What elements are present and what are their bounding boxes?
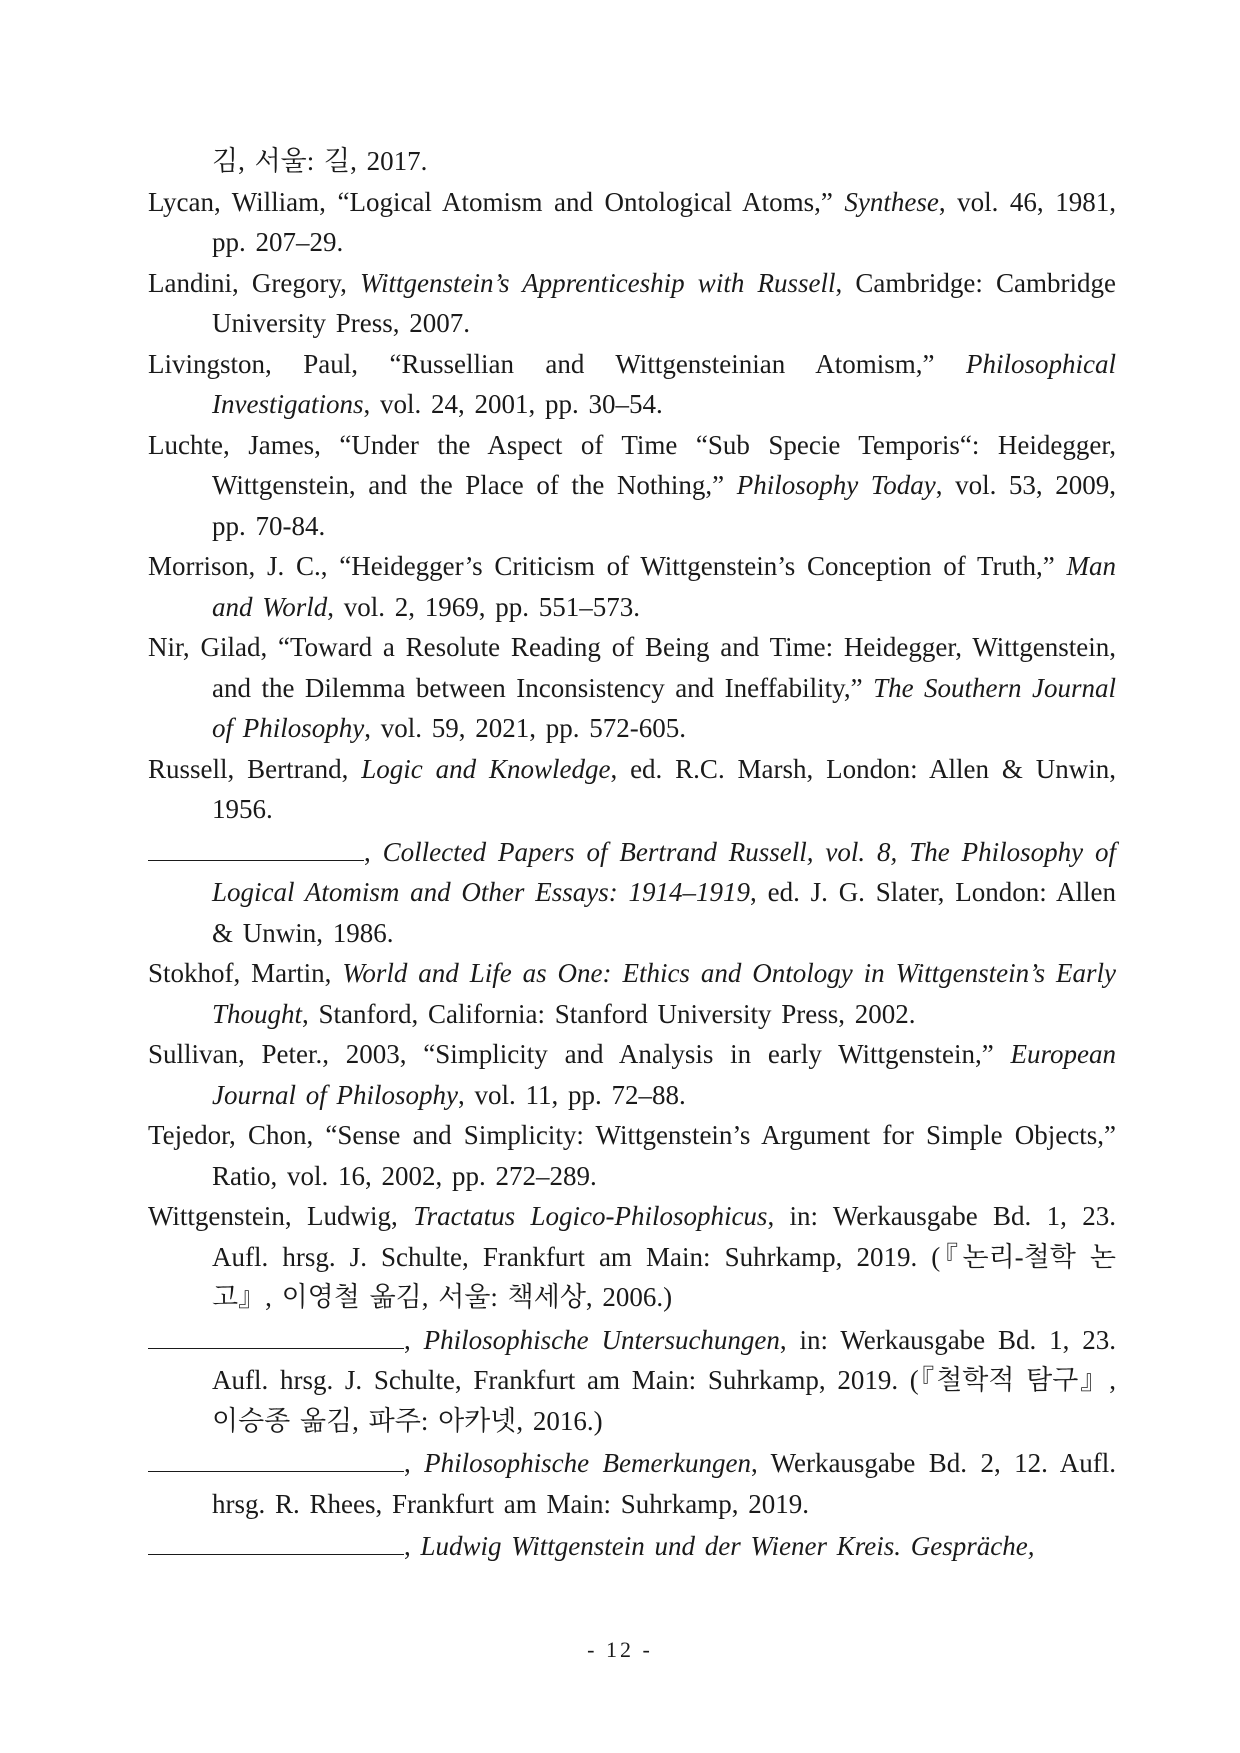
author-repeat-rule xyxy=(148,830,364,861)
reference-entry: Livingston, Paul, “Russellian and Wittgensteinian Atomism,” Philosophical Investigations, vol. 24, 2001, pp. 30–54. xyxy=(148,348,1116,419)
bibliography-list xyxy=(148,141,1116,1567)
reference-entry: Tejedor, Chon, “Sense and Simplicity: Wittgenstein’s Argument for Simple Objects,” Ratio, vol. 16, 2002, pp. 272–289. xyxy=(148,1120,1116,1191)
book-title: World and Life as One: Ethics and Ontology in Wittgenstein’s Early Thought xyxy=(212,958,1117,1029)
page-number: - 12 - xyxy=(587,1637,653,1662)
reference-entry: Sullivan, Peter., 2003, “Simplicity and Analysis in early Wittgenstein,” European Journal of Philosophy, vol. 11, pp. 72–88. xyxy=(148,1039,1116,1110)
journal-title: The Southern Journal of Philosophy xyxy=(212,672,1116,743)
reference-entry: Wittgenstein, Ludwig, Tractatus Logico-Philosophicus, in: Werkausgabe Bd. 1, 23. Aufl. hrsg. J. Schulte, Frankfurt am Main: Suhrkamp, 2019. (『논리-철학 논고』, 이영철 옮김, 서울: 책세상, 2006.) xyxy=(148,1201,1116,1312)
author-repeat-rule xyxy=(148,1318,404,1349)
reference-entry: Landini, Gregory, Wittgenstein’s Apprenticeship with Russell, Cambridge: Cambridge University Press, 2007. xyxy=(148,267,1116,338)
reference-entry: 김, 서울: 길, 2017. xyxy=(212,146,428,176)
book-title: Logic and Knowledge xyxy=(361,753,611,784)
reference-entry: , Collected Papers of Bertrand Russell, vol. 8, The Philosophy of Logical Atomism and Other Essays: 1914–1919, ed. J. G. Slater, London: Allen & Unwin, 1986. xyxy=(148,830,1116,954)
reference-entry: Morrison, J. C., “Heidegger’s Criticism of Wittgenstein’s Conception of Truth,” Man and World, vol. 2, 1969, pp. 551–573. xyxy=(148,551,1116,622)
journal-title: Man and World xyxy=(212,551,1116,622)
reference-entry: , Ludwig Wittgenstein und der Wiener Kreis. Gespräche, xyxy=(148,1524,1116,1567)
author-repeat-rule xyxy=(148,1524,404,1555)
author-repeat-rule xyxy=(148,1441,404,1472)
reference-entry: Nir, Gilad, “Toward a Resolute Reading of Being and Time: Heidegger, Wittgenstein, and the Dilemma between Inconsistency and Ineffability,” The Southern Journal of Philosophy, vol. 59, 2021, pp. 572-605. xyxy=(148,632,1116,743)
reference-entry: Lycan, William, “Logical Atomism and Ontological Atoms,” Synthese, vol. 46, 1981, pp. 207–29. xyxy=(148,186,1116,257)
reference-entry: , Philosophische Bemerkungen, Werkausgabe Bd. 2, 12. Aufl. hrsg. R. Rhees, Frankfurt am Main: Suhrkamp, 2019. xyxy=(148,1441,1116,1524)
book-title: Philosophische Untersuchungen xyxy=(423,1324,780,1355)
book-title: Collected Papers of Bertrand Russell, vol. 8, The Philosophy of Logical Atomism and Other Essays: 1914–1919 xyxy=(212,836,1117,907)
book-title: Philosophische Bemerkungen xyxy=(424,1448,751,1478)
reference-entry: Luchte, James, “Under the Aspect of Time “Sub Specie Temporis“: Heidegger, Wittgenstein, and the Place of the Nothing,” Philosophy Today, vol. 53, 2009, pp. 70-84. xyxy=(148,429,1116,541)
journal-title: Synthese xyxy=(844,186,939,217)
journal-title: Philosophical Investigations xyxy=(212,348,1116,419)
reference-entry: Russell, Bertrand, Logic and Knowledge, ed. R.C. Marsh, London: Allen & Unwin, 1956. xyxy=(148,753,1116,824)
book-title: Ludwig Wittgenstein und der Wiener Kreis. Gespräche, xyxy=(420,1531,1035,1561)
journal-title: European Journal of Philosophy xyxy=(212,1039,1116,1110)
book-title: Wittgenstein’s Apprenticeship with Russell xyxy=(360,267,836,298)
journal-title: Philosophy Today xyxy=(736,470,936,500)
book-title: Tractatus Logico-Philosophicus xyxy=(413,1201,768,1231)
reference-entry: Stokhof, Martin, World and Life as One: Ethics and Ontology in Wittgenstein’s Early Thought, Stanford, California: Stanford University Press, 2002. xyxy=(148,958,1117,1029)
reference-entry: , Philosophische Untersuchungen, in: Werkausgabe Bd. 1, 23. Aufl. hrsg. J. Schulte, Frankfurt am Main: Suhrkamp, 2019. (『철학적 탐구』, 이승종 옮김, 파주: 아카넷, 2016.) xyxy=(148,1318,1116,1442)
